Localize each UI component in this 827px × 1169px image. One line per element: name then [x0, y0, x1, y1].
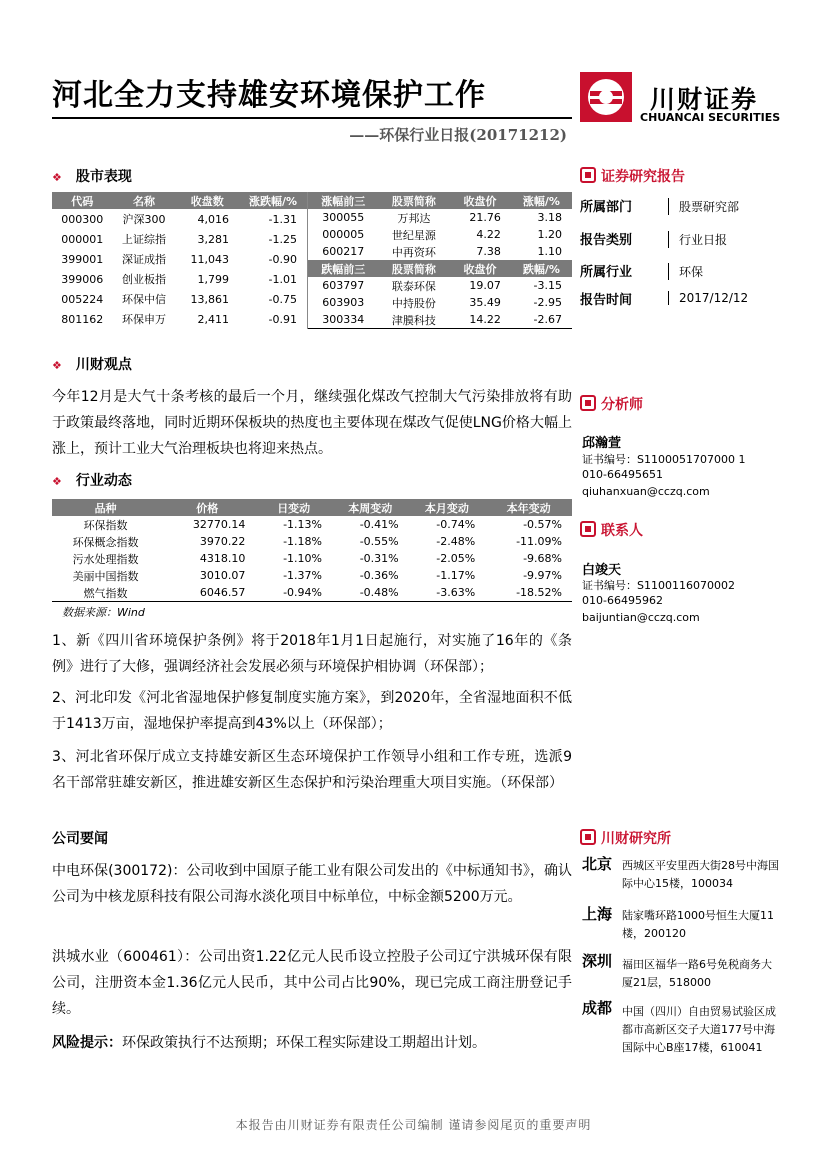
table-cell: 万邦达	[397, 211, 431, 225]
contact-phone: 010-66495962	[582, 594, 663, 607]
table-cell: -1.17%	[436, 569, 476, 582]
news-item-2: 2、河北印发《河北省湿地保护修复制度实施方案》，到2020年，全省湿地面积不低于1413万亩，湿地保护率提高到43%以上（环保部）；	[52, 690, 572, 732]
info-label-industry: 所属行业	[580, 265, 633, 280]
office-addr-shenzhen: 福田区福华一路6号免税商务大厦21层，518000	[622, 958, 772, 989]
table-row	[52, 516, 572, 533]
table-cell: 000001	[61, 232, 104, 246]
table-cell: 美丽中国指数	[72, 569, 139, 583]
analyst-name: 邱瀚萱	[582, 436, 622, 451]
table-cell: 燃气指数	[83, 586, 128, 600]
table-cell: 3.18	[537, 211, 562, 224]
data-source: 数据来源：Wind	[62, 606, 145, 619]
market-heading: ❖ 股市表现	[52, 169, 132, 185]
table-cell: 创业板指	[122, 273, 166, 286]
table-cell: 11,043	[190, 252, 230, 266]
table-row	[52, 249, 308, 269]
table-cell: 801162	[61, 312, 104, 326]
table-cell: 环保申万	[122, 313, 166, 326]
table-cell: -9.68%	[523, 552, 562, 565]
info-value-dept: 股票研究部	[668, 198, 739, 215]
table-cell: 3010.07	[199, 569, 246, 582]
table-cell: 2,411	[197, 312, 230, 326]
table-cell: 环保中信	[122, 293, 166, 306]
contact-name: 白竣天	[582, 563, 622, 578]
table-cell: -1.25	[268, 232, 297, 246]
table-cell: 4318.10	[199, 552, 246, 565]
table-cell: 300334	[322, 313, 365, 326]
table-cell: 1.20	[537, 228, 562, 241]
table-cell: -0.57%	[523, 518, 562, 531]
info-label-date: 报告时间	[580, 293, 633, 308]
office-city-chengdu: 成都	[582, 999, 613, 1017]
table-header-cell: 名称	[113, 192, 176, 209]
table-cell: 沪深300	[122, 213, 166, 226]
top-movers-table	[308, 192, 572, 329]
office-addr-chengdu: 中国（四川）自由贸易试验区成都市高新区交子大道177号中海国际中心B座17楼，610041	[622, 1005, 776, 1054]
table-row	[52, 533, 572, 550]
institute-heading: 川财研究所	[580, 828, 671, 848]
diamond-icon: ❖	[52, 359, 62, 372]
report-heading: 证券研究报告	[580, 166, 685, 186]
view-paragraph: 今年12月是大气十条考核的最后一个月，继续强化煤改气控制大气污染排放将有助于政策最终落地，同时近期环保板块的热度也主要体现在煤改气促使LNG价格大幅上涨上，预计工业大气治理板块也将迎来热点。	[52, 389, 572, 457]
table-header-cell: 收盘价	[449, 260, 511, 277]
table-cell: -3.63%	[436, 586, 476, 599]
table-cell: 005224	[61, 292, 104, 306]
industry-heading: ❖ 行业动态	[52, 473, 132, 489]
table-row	[52, 209, 308, 229]
table-cell: 世纪星源	[391, 228, 436, 242]
table-cell: -0.36%	[359, 569, 399, 582]
table-cell: -1.10%	[283, 552, 322, 565]
square-bullet-icon	[580, 829, 596, 845]
table-cell: 399001	[61, 252, 104, 266]
table-cell: 津膜科技	[391, 313, 436, 327]
info-value-industry: 环保	[668, 263, 703, 280]
table-row	[52, 229, 308, 249]
company-news-2: 洪城水业（600461）：公司出资1.22亿元人民币设立控股子公司辽宁洪城环保有限公司，注册资本金1.36亿元人民币，其中公司占比90%，现已完成工商注册登记手续。	[52, 949, 572, 1017]
table-cell: 603797	[322, 279, 365, 292]
table-cell: -11.09%	[516, 535, 562, 548]
table-cell: 19.07	[469, 279, 501, 292]
contact-email[interactable]: baijuntian@cczq.com	[582, 611, 700, 624]
table-cell: 14.22	[469, 313, 501, 326]
table-cell: 600217	[322, 245, 365, 258]
title-divider	[52, 117, 572, 119]
table-cell: -0.55%	[359, 535, 399, 548]
risk-warning	[52, 1030, 572, 1056]
table-header-cell: 本年变动	[485, 499, 572, 516]
table-row	[308, 209, 572, 226]
table-cell: 21.76	[469, 211, 501, 224]
report-title: 河北全力支持雄安环境保护工作	[52, 78, 486, 113]
info-label-type: 报告类别	[580, 233, 633, 248]
table-cell: 6046.57	[199, 586, 246, 599]
company-heading: 公司要闻	[52, 831, 108, 847]
brand-logo-icon	[580, 72, 632, 122]
brand-name: 川财证券	[650, 85, 759, 114]
news-item-1: 1、新《四川省环境保护条例》将于2018年1月1日起施行，对实施了16年的《条例》进行了大修，强调经济社会发展必须与环境保护相协调（环保部）；	[52, 633, 572, 675]
table-cell: 联泰环保	[391, 279, 436, 293]
table-cell: 中再资环	[391, 245, 436, 259]
table-cell: 深证成指	[122, 253, 166, 266]
risk-label: 风险提示：	[52, 1035, 122, 1051]
brand-name-en: CHUANCAI SECURITIES	[640, 111, 781, 124]
office-city-beijing: 北京	[582, 855, 613, 873]
table-cell: -0.41%	[359, 518, 399, 531]
info-value-date: 2017/12/12	[668, 291, 748, 305]
table-cell: 上证综指	[122, 233, 166, 246]
table-cell: -0.74%	[436, 518, 476, 531]
table-header-cell: 本周变动	[332, 499, 409, 516]
table-cell: -0.48%	[359, 586, 399, 599]
table-cell: -0.94%	[283, 586, 322, 599]
industry-table	[52, 499, 572, 602]
news-item-3: 3、河北省环保厅成立支持雄安新区生态环境保护工作领导小组和工作专班，选派9名干部常驻雄安新区，推进雄安新区生态保护和污染治理重大项目实施。（环保部）	[52, 749, 572, 791]
analyst-heading: 分析师	[580, 394, 643, 414]
table-cell: 环保指数	[83, 518, 128, 532]
table-row	[308, 294, 572, 311]
footer-disclaimer: 本报告由川财证券有限责任公司编制 谨请参阅尾页的重要声明	[235, 1118, 592, 1132]
analyst-email[interactable]: qiuhanxuan@cczq.com	[582, 485, 710, 498]
diamond-icon: ❖	[52, 171, 62, 184]
table-header-cell: 日变动	[255, 499, 332, 516]
table-cell: -18.52%	[516, 586, 562, 599]
table-header-cell: 股票简称	[379, 192, 450, 209]
table-header-cell: 跌幅前三	[308, 260, 379, 277]
table-row	[52, 309, 308, 329]
report-subtitle: ——环保行业日报(20171212)	[349, 126, 567, 144]
table-header-cell: 品种	[52, 499, 159, 516]
table-cell: -3.15	[533, 279, 562, 292]
market-tables	[52, 192, 572, 329]
table-header-cell: 价格	[159, 499, 255, 516]
table-cell: -2.48%	[436, 535, 476, 548]
contact-cert: 证书编号：S1100116070002	[582, 579, 735, 592]
table-cell: -0.31%	[359, 552, 399, 565]
table-cell: 300055	[322, 211, 365, 224]
info-value-type: 行业日报	[668, 231, 727, 248]
table-row	[308, 243, 572, 260]
table-cell: 000300	[61, 212, 104, 226]
table-header-cell: 跌幅/%	[511, 260, 572, 277]
table-cell: 32770.14	[192, 518, 246, 531]
office-city-shanghai: 上海	[582, 905, 613, 923]
table-header-cell: 代码	[52, 192, 113, 209]
table-row	[308, 311, 572, 329]
table-cell: -9.97%	[523, 569, 562, 582]
table-row	[52, 550, 572, 567]
table-cell: 13,861	[190, 292, 230, 306]
table-cell: -0.90	[268, 252, 297, 266]
table-header-cell: 本月变动	[409, 499, 486, 516]
table-cell: 中持股份	[391, 296, 436, 310]
table-cell: 4,016	[197, 212, 230, 226]
risk-text: 环保政策执行不达预期；环保工程实际建设工期超出计划。	[122, 1035, 486, 1051]
contact-heading: 联系人	[580, 520, 643, 540]
table-cell: -0.75	[268, 292, 297, 306]
table-header-cell: 收盘价	[449, 192, 511, 209]
table-cell: 3970.22	[199, 535, 246, 548]
table-row	[52, 567, 572, 584]
table-row	[52, 289, 308, 309]
table-row	[52, 584, 572, 602]
table-cell: -1.31	[268, 212, 297, 226]
square-bullet-icon	[580, 167, 596, 183]
table-header-cell: 涨幅前三	[308, 192, 379, 209]
index-table	[52, 192, 308, 329]
analyst-cert: 证书编号：S1100051707000 1	[582, 453, 746, 466]
analyst-phone: 010-66495651	[582, 468, 663, 481]
table-header-cell: 收盘数	[175, 192, 239, 209]
square-bullet-icon	[580, 395, 596, 411]
table-cell: 7.38	[476, 245, 501, 258]
table-header-cell: 涨幅/%	[511, 192, 572, 209]
table-header-cell: 涨跌幅/%	[239, 192, 307, 209]
info-label-dept: 所属部门	[580, 200, 633, 215]
table-cell: 603903	[322, 296, 365, 309]
table-cell: 污水处理指数	[72, 552, 139, 566]
view-heading: ❖ 川财观点	[52, 357, 132, 373]
table-cell: -1.01	[268, 272, 297, 286]
table-header-cell: 股票简称	[379, 260, 450, 277]
table-cell: -1.37%	[283, 569, 322, 582]
table-cell: -1.13%	[283, 518, 322, 531]
table-cell: 000005	[322, 228, 365, 241]
table-row	[308, 226, 572, 243]
table-cell: 35.49	[469, 296, 501, 309]
table-cell: 1,799	[197, 272, 230, 286]
table-cell: 3,281	[197, 232, 230, 246]
table-cell: -1.18%	[283, 535, 322, 548]
table-cell: 4.22	[476, 228, 501, 241]
table-cell: 环保概念指数	[72, 535, 139, 549]
office-city-shenzhen: 深圳	[582, 952, 613, 970]
table-cell: 399006	[61, 272, 104, 286]
square-bullet-icon	[580, 521, 596, 537]
office-addr-beijing: 西城区平安里西大街28号中海国际中心15楼，100034	[622, 859, 779, 890]
table-cell: 1.10	[537, 245, 562, 258]
diamond-icon: ❖	[52, 475, 62, 488]
table-cell: -2.05%	[436, 552, 476, 565]
company-news-1: 中电环保(300172)：公司收到中国原子能工业有限公司发出的《中标通知书》，确认公司为中核龙原科技有限公司海水淡化项目中标单位，中标金额5200万元。	[52, 863, 572, 905]
office-addr-shanghai: 陆家嘴环路1000号恒生大厦11楼，200120	[622, 909, 774, 940]
table-cell: -2.67	[533, 313, 562, 326]
table-row	[52, 269, 308, 289]
table-row	[308, 277, 572, 294]
table-cell: -2.95	[533, 296, 562, 309]
table-cell: -0.91	[268, 312, 297, 326]
